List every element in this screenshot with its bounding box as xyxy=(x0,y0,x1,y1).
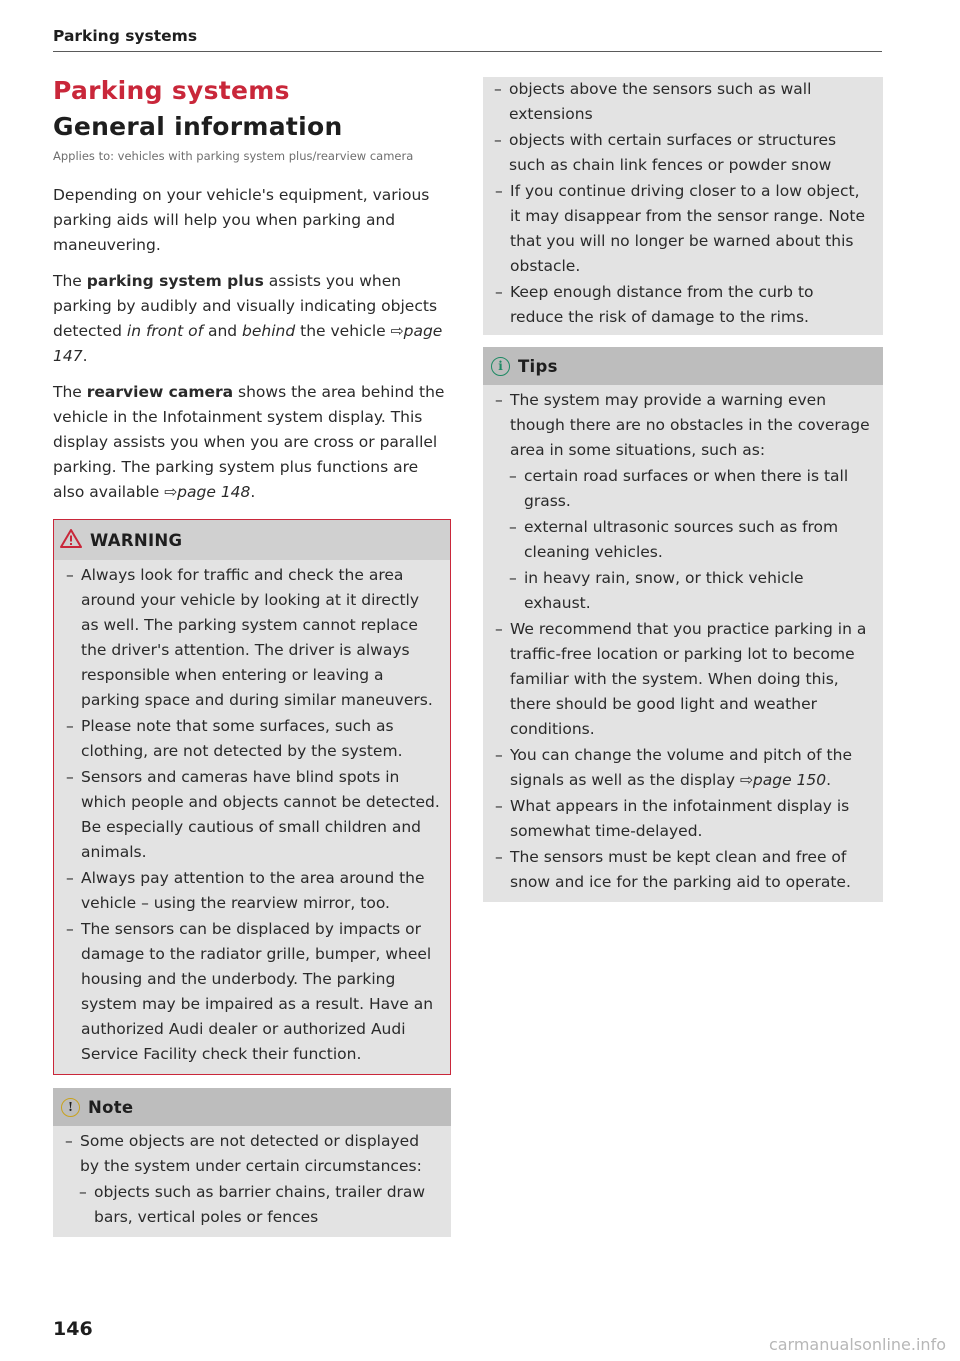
list-item: – We recommend that you practice parking in a traffic-free location or parking lot to become familiar with the system. When doing this, there should be good light and weather conditions. xyxy=(495,617,873,742)
tips-body xyxy=(483,385,883,902)
page-number: 146 xyxy=(53,1318,93,1340)
list-item: – Always look for traffic and check the area around your vehicle by looking at it directly as well. The parking system cannot replace the driver's attention. The driver is always responsible when entering or leaving a parking space and during similar maneuvers. xyxy=(66,563,440,713)
warning-header xyxy=(54,520,450,560)
warning-box xyxy=(53,519,451,1075)
right-column xyxy=(483,77,883,902)
list-item: – The system may provide a warning even though there are no obstacles in the coverage area in some situations, such as: xyxy=(495,388,873,463)
warning-label: WARNING xyxy=(90,530,183,550)
page-reference-link[interactable]: ⇨page 148 xyxy=(164,483,251,501)
rearview-camera-paragraph: The rearview camera shows the area behind the vehicle in the Infotainment system display. This display assists you when you are cross or parallel parking. The parking system plus functions are also available ⇨page 148. xyxy=(53,383,445,501)
sub-list-item: – external ultrasonic sources such as from cleaning vehicles. xyxy=(495,515,873,565)
sub-list-item: – in heavy rain, snow, or thick vehicle exhaust. xyxy=(495,566,873,616)
tips-label: Tips xyxy=(518,356,558,376)
list-item: – Some objects are not detected or displayed by the system under certain circumstances: xyxy=(65,1129,441,1179)
list-item: – Please note that some surfaces, such as clothing, are not detected by the system. xyxy=(66,714,440,764)
page-reference-link[interactable]: ⇨page 147 xyxy=(53,322,443,365)
tips-box xyxy=(483,347,883,902)
sub-list-item: – certain road surfaces or when there is tall grass. xyxy=(495,464,873,514)
warning-body xyxy=(54,560,450,1074)
left-column xyxy=(53,74,451,1237)
list-item: – You can change the volume and pitch of the signals as well as the display ⇨page 150. xyxy=(495,743,873,793)
list-item: – Sensors and cameras have blind spots in which people and objects cannot be detected. Be especially cautious of small children and animals. xyxy=(66,765,440,865)
page-title: Parking systems xyxy=(53,76,290,105)
list-item: – Always pay attention to the area around the vehicle – using the rearview mirror, too. xyxy=(66,866,440,916)
tips-header xyxy=(483,347,883,385)
sub-list-item: – objects above the sensors such as wall extensions xyxy=(480,77,871,127)
sub-list-item: – objects with certain surfaces or structures such as chain link fences or powder snow xyxy=(480,128,871,178)
list-item: – Keep enough distance from the curb to reduce the risk of damage to the rims. xyxy=(495,280,871,330)
watermark-text: carmanualsonline.info xyxy=(768,1335,946,1354)
applies-to-note: Applies to: vehicles with parking system plus/rearview camera xyxy=(53,149,414,163)
page-reference-link[interactable]: ⇨page 150 xyxy=(739,771,827,789)
sub-list-item: – objects such as barrier chains, trailer draw bars, vertical poles or fences xyxy=(65,1180,441,1230)
warning-triangle-icon xyxy=(60,528,82,552)
running-header: Parking systems xyxy=(53,27,198,45)
list-item: – The sensors must be kept clean and free of snow and ice for the parking aid to operate. xyxy=(495,845,873,895)
parking-system-plus-paragraph: The parking system plus assists you when parking by audibly and visually indicating objects detected in front of and behind the vehicle ⇨page 147. xyxy=(53,272,443,365)
header-divider xyxy=(53,51,882,52)
section-heading: General information xyxy=(53,112,343,141)
note-box xyxy=(53,1088,451,1237)
note-header xyxy=(53,1088,451,1126)
note-label: Note xyxy=(88,1097,134,1117)
list-item: – The sensors can be displaced by impacts or damage to the radiator grille, bumper, wheel housing and the underbody. The parking system may be impaired as a result. Have an authorized Audi dealer or authorized Audi Service Facility check their function. xyxy=(66,917,440,1067)
intro-paragraph: Depending on your vehicle's equipment, various parking aids will help you when parking and maneuvering. xyxy=(53,186,430,254)
exclamation-circle-icon: ! xyxy=(61,1098,80,1117)
info-circle-icon: i xyxy=(491,357,510,376)
note-box-continued xyxy=(483,77,883,335)
note-body xyxy=(53,1126,451,1237)
list-item: – What appears in the infotainment display is somewhat time-delayed. xyxy=(495,794,873,844)
list-item: – If you continue driving closer to a low object, it may disappear from the sensor range. Note that you will no longer be warned about this obstacle. xyxy=(495,179,871,279)
